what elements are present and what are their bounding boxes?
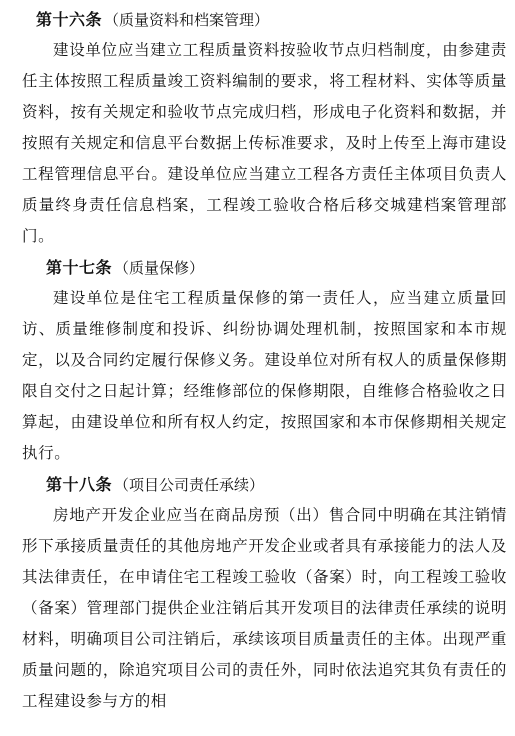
article-16	[22, 4, 507, 252]
article-body: 建设单位是住宅工程质量保修的第一责任人，应当建立质量回访、质量维修制度和投诉、纠纷协调处理机制，按照国家和本市规定，以及合同约定履行保修义务。建设单位对所有权人的质量保修期限自交付之日起计算；经维修部位的保修期限，自维修合格验收之日算起，由建设单位和所有权人约定，按照国家和本市保修期相关规定执行。	[22, 289, 507, 462]
article-heading	[22, 252, 507, 283]
article-title: （项目公司责任承续）	[114, 476, 265, 494]
article-18	[22, 469, 507, 717]
article-body: 建设单位应当建立工程质量资料按验收节点归档制度，由参建责任主体按照工程质量竣工资料编制的要求，将工程材料、实体等质量资料，按有关规定和验收节点完成归档，形成电子化资料和数据，并按照有关规定和信息平台数据上传标准要求，及时上传至上海市建设工程管理信息平台。建设单位应当建立工程各方责任主体项目负责人质量终身责任信息档案，工程竣工验收合格后移交城建档案管理部门。	[22, 41, 507, 245]
article-17	[22, 252, 507, 469]
article-title: （质量保修）	[114, 259, 205, 277]
article-title: （质量资料和档案管理）	[104, 11, 270, 29]
article-number: 第十七条	[46, 258, 113, 277]
article-number: 第十八条	[46, 475, 113, 494]
article-heading	[22, 4, 507, 35]
article-body: 房地产开发企业应当在商品房预（出）售合同中明确在其注销情形下承接质量责任的其他房地产开发企业或者具有承接能力的法人及其法律责任，在申请住宅工程竣工验收（备案）时，向工程竣工验收（备案）管理部门提供企业注销后其开发项目的法律责任承续的说明材料，明确项目公司注销后，承续该项目质量责任的主体。出现严重质量问题的，除追究项目公司的责任外，同时依法追究其负有责任的工程建设参与方的相	[22, 506, 507, 710]
article-heading	[22, 469, 507, 500]
article-number: 第十六条	[36, 10, 103, 29]
